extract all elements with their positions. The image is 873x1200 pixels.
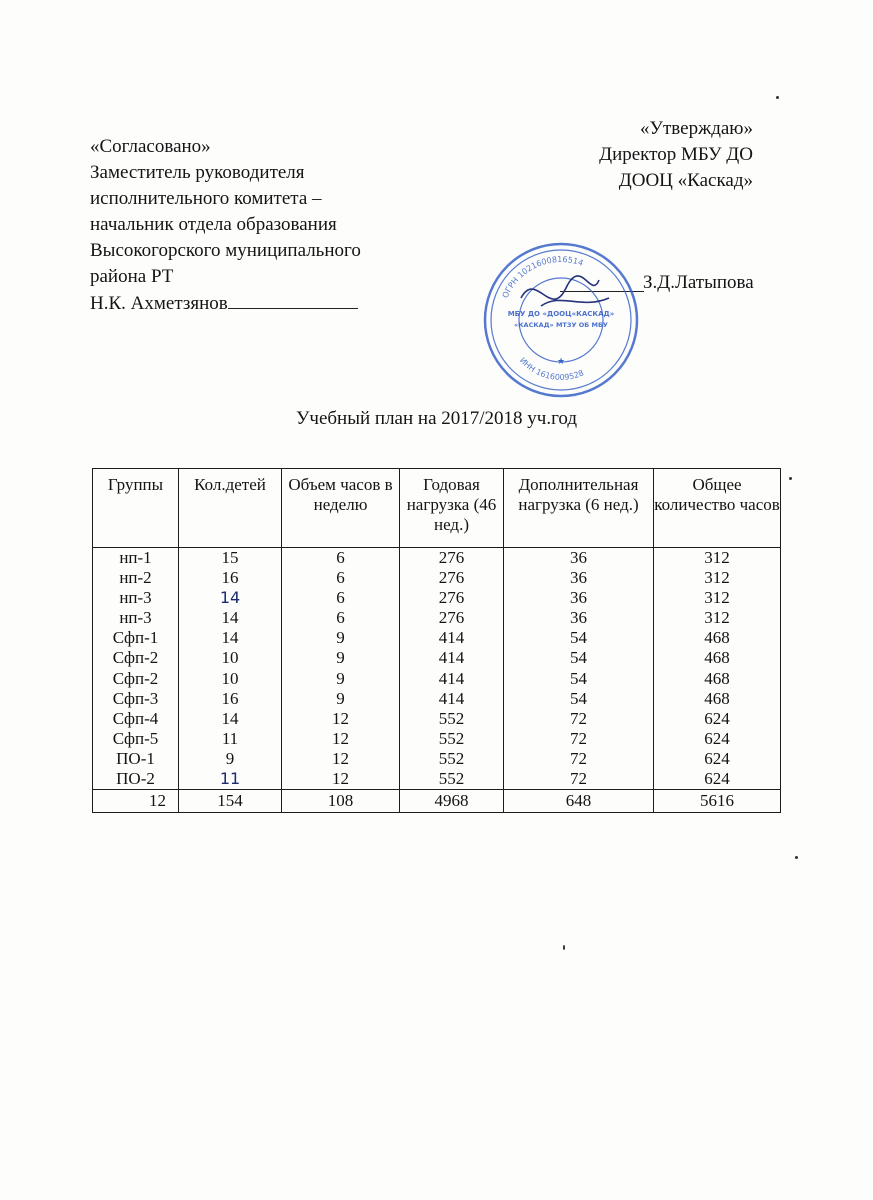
approval-right-signer: З.Д.Латыпова bbox=[643, 272, 754, 293]
table-header-row bbox=[93, 469, 781, 548]
table-cell: 312 bbox=[704, 588, 730, 608]
approval-left-block bbox=[90, 134, 361, 317]
table-cell: 276 bbox=[438, 588, 465, 608]
approval-left-line: начальник отдела образования bbox=[90, 214, 337, 235]
table-cell: 12 bbox=[332, 748, 349, 768]
table-cell: 36 bbox=[570, 608, 587, 628]
scan-speck bbox=[789, 477, 792, 480]
stamp-sub: «КАСКАД» МТЗУ ОБ МБУ bbox=[514, 321, 608, 329]
table-cell: 414 bbox=[438, 688, 465, 708]
approval-left-signer-row bbox=[90, 290, 361, 317]
approval-right-line: Директор МБУ ДО bbox=[599, 144, 753, 165]
table-cell: 9 bbox=[225, 748, 235, 768]
table-cell: ПО-1 bbox=[116, 748, 155, 768]
table-cell: 6 bbox=[336, 548, 345, 567]
table-cell: 72 bbox=[570, 769, 587, 789]
document-title: Учебный план на 2017/2018 уч.год bbox=[295, 408, 578, 429]
scan-speck bbox=[795, 856, 798, 859]
approval-left-line: исполнительного комитета – bbox=[90, 188, 322, 209]
table-cell: 624 bbox=[704, 748, 730, 768]
scan-speck bbox=[776, 96, 779, 99]
table-cell: 36 bbox=[570, 548, 587, 567]
table-cell: 16 bbox=[221, 568, 239, 588]
director-signature-scribble bbox=[521, 276, 609, 306]
table-cell: 14 bbox=[221, 608, 239, 628]
table-cell: 36 bbox=[570, 588, 587, 608]
table-body-row bbox=[93, 548, 781, 790]
header-groups: Группы bbox=[93, 469, 179, 548]
table-cell: 468 bbox=[704, 668, 730, 688]
table-cell: 36 bbox=[570, 568, 587, 588]
table-cell: Сфп-2 bbox=[112, 668, 159, 688]
table-cell: 6 bbox=[336, 568, 345, 588]
table-cell: 9 bbox=[336, 648, 345, 668]
approval-right-line: ДООЦ «Каскад» bbox=[618, 170, 753, 191]
table-cell: 12 bbox=[332, 769, 349, 789]
table-cell: 552 bbox=[438, 728, 465, 748]
approval-left-signer: Н.К. Ахметзянов bbox=[90, 293, 228, 314]
table-cell: 54 bbox=[570, 688, 587, 708]
additional-load-column bbox=[504, 548, 654, 790]
header-total-hours: Общее количество часов bbox=[654, 469, 781, 548]
table-cell: ПО-2 bbox=[116, 769, 155, 789]
approval-left-heading: «Согласовано» bbox=[90, 136, 211, 157]
table-cell: Сфп-4 bbox=[112, 708, 159, 728]
table-cell: нп-1 bbox=[119, 548, 152, 567]
table-cell: 9 bbox=[336, 628, 345, 648]
table-cell: 72 bbox=[570, 748, 587, 768]
table-cell: 15 bbox=[221, 548, 239, 567]
approval-right-block bbox=[599, 116, 753, 194]
table-cell: 14 bbox=[219, 588, 241, 608]
table-cell: 552 bbox=[438, 769, 465, 789]
total-weekly-hours: 108 bbox=[282, 790, 400, 813]
annual-load-column bbox=[400, 548, 504, 790]
table-cell: Сфп-5 bbox=[112, 728, 159, 748]
approval-left-line: Высокогорского муниципального bbox=[90, 240, 361, 261]
table-cell: 9 bbox=[336, 688, 345, 708]
table-cell: 9 bbox=[336, 668, 345, 688]
header-children: Кол.детей bbox=[179, 469, 282, 548]
table-cell: 468 bbox=[704, 628, 730, 648]
table-cell: Сфп-2 bbox=[112, 648, 159, 668]
children-column bbox=[179, 548, 282, 790]
table-cell: нп-3 bbox=[119, 608, 152, 628]
total-total-hours: 5616 bbox=[654, 790, 781, 813]
table-cell: 276 bbox=[438, 608, 465, 628]
table-cell: 14 bbox=[221, 628, 239, 648]
signature-blank-line bbox=[228, 290, 358, 309]
table-cell: 312 bbox=[704, 548, 730, 567]
total-groups: 12 bbox=[93, 790, 179, 813]
table-cell: 552 bbox=[438, 708, 465, 728]
approval-left-line: района РТ bbox=[90, 266, 174, 287]
table-cell: 624 bbox=[704, 769, 730, 789]
table-cell: 54 bbox=[570, 668, 587, 688]
table-cell: 468 bbox=[704, 648, 730, 668]
table-cell: 276 bbox=[438, 548, 465, 567]
table-cell: 12 bbox=[332, 728, 349, 748]
table-cell: 276 bbox=[438, 568, 465, 588]
table-cell: 414 bbox=[438, 628, 465, 648]
table-cell: 11 bbox=[221, 728, 239, 748]
table-cell: Сфп-1 bbox=[112, 628, 159, 648]
table-cell: 6 bbox=[336, 608, 345, 628]
stamp-inn: ИНН 1616009528 bbox=[517, 355, 586, 383]
table-cell: 54 bbox=[570, 648, 587, 668]
table-cell: 624 bbox=[704, 728, 730, 748]
table-cell: 10 bbox=[221, 648, 239, 668]
total-children: 154 bbox=[179, 790, 282, 813]
total-additional-load: 648 bbox=[504, 790, 654, 813]
table-cell: 624 bbox=[704, 708, 730, 728]
weekly-hours-column bbox=[282, 548, 400, 790]
table-cell: 312 bbox=[704, 608, 730, 628]
table-totals-row bbox=[93, 790, 781, 813]
stamp-star-icon: ★ bbox=[556, 356, 566, 366]
stamp-name: МБУ ДО «ДООЦ«КАСКАД» bbox=[507, 310, 615, 318]
table-cell: 72 bbox=[570, 728, 587, 748]
header-annual-load: Годовая нагрузка (46 нед.) bbox=[400, 469, 504, 548]
table-cell: 414 bbox=[438, 648, 465, 668]
table-cell: нп-3 bbox=[119, 588, 152, 608]
groups-column bbox=[93, 548, 179, 790]
table-cell: 14 bbox=[221, 708, 239, 728]
table-cell: 468 bbox=[704, 688, 730, 708]
table-cell: 6 bbox=[336, 588, 345, 608]
curriculum-table bbox=[92, 468, 781, 813]
table-cell: 312 bbox=[704, 568, 730, 588]
stamp-ogrn: ОГРН 1021600816514 bbox=[500, 254, 585, 300]
scan-speck bbox=[563, 945, 565, 950]
table-cell: 10 bbox=[221, 668, 239, 688]
table-cell: 54 bbox=[570, 628, 587, 648]
table-cell: 11 bbox=[219, 769, 241, 789]
official-stamp bbox=[481, 240, 641, 400]
table-cell: 16 bbox=[221, 688, 239, 708]
table-cell: нп-2 bbox=[119, 568, 152, 588]
header-weekly-hours: Объем часов в неделю bbox=[282, 469, 400, 548]
total-hours-column bbox=[654, 548, 781, 790]
table-cell: 552 bbox=[438, 748, 465, 768]
total-annual-load: 4968 bbox=[400, 790, 504, 813]
table-cell: 414 bbox=[438, 668, 465, 688]
table-cell: Сфп-3 bbox=[112, 688, 159, 708]
header-additional-load: Дополнительная нагрузка (6 нед.) bbox=[504, 469, 654, 548]
approval-right-heading: «Утверждаю» bbox=[640, 118, 753, 139]
table-cell: 72 bbox=[570, 708, 587, 728]
approval-left-line: Заместитель руководителя bbox=[90, 162, 305, 183]
table-cell: 12 bbox=[332, 708, 349, 728]
